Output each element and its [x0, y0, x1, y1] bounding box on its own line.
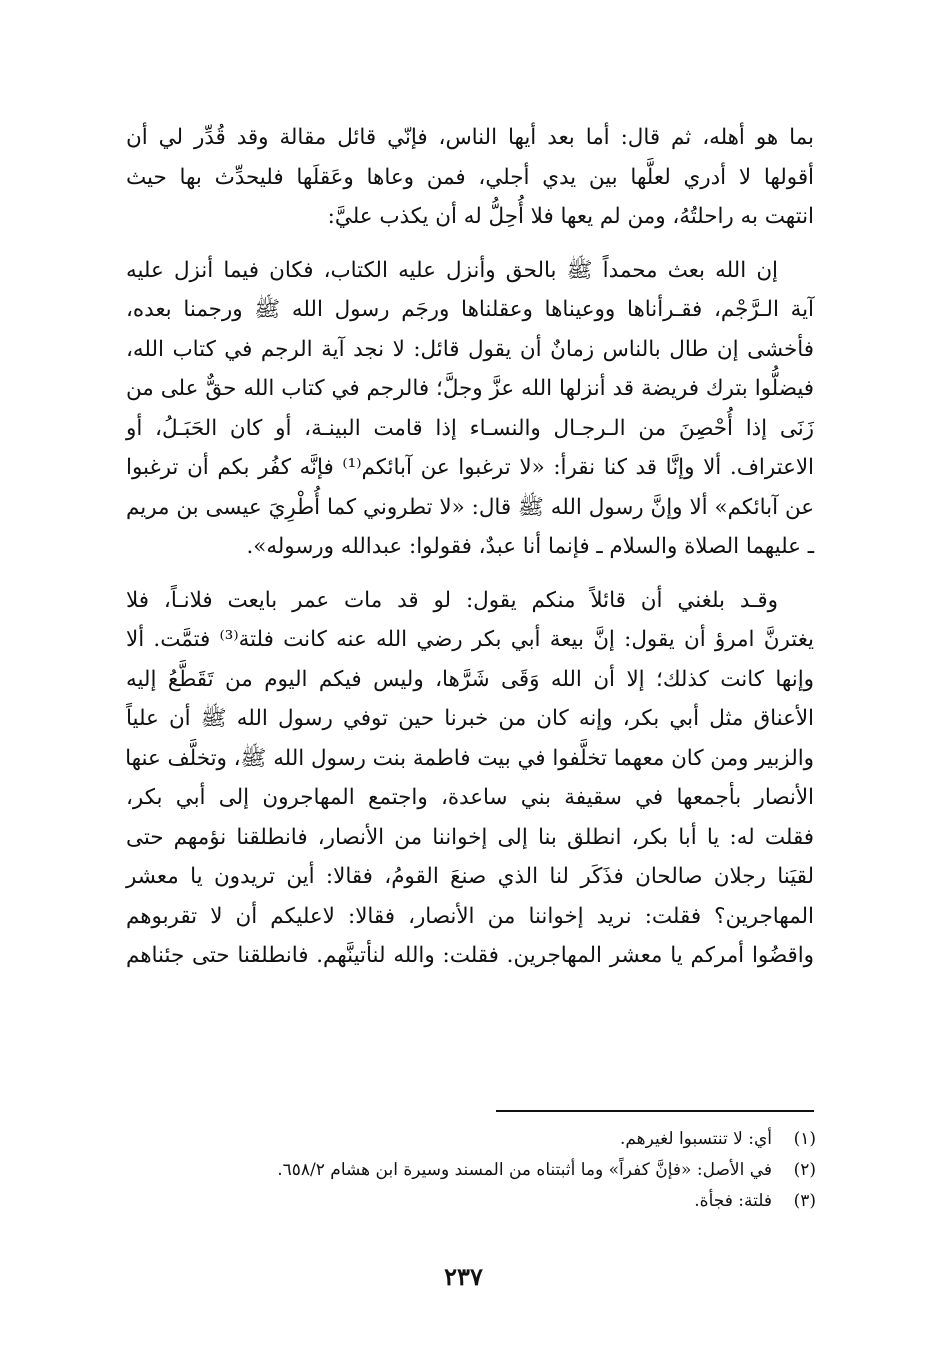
text-line: ـ عليهما الصلاة والسلام ـ فإنما أنا عبدٌ، فقولوا: عبدالله ورسوله». [246, 534, 814, 559]
text-line: إن الله بعث محمداً ﷺ بالحق وأنزل عليه الكتاب، فكان فيما أنزل عليه [126, 257, 778, 283]
footnote-separator [496, 1110, 814, 1112]
text-line: فأخشى إن طال بالناس زمانٌ أن يقول قائل: لا نجد آية الرجم في كتاب الله، [126, 336, 814, 362]
text-line: آية الـرَّجْم، فقـرأناها ووعيناها وعقلناها ورجَم رسول الله ﷺ ورجمنا بعده، [126, 297, 814, 322]
text-line: أقولها لا أدري لعلَّها بين يدي أجلي، فمن وعاها وعَقلَها فليحدِّث بها حيث [126, 164, 814, 190]
text-line: يغترنَّ امرؤ أن يقول: إنَّ بيعة أبي بكر رضي الله عنه كانت فلتة⁽³⁾ فتمَّت. ألا [126, 627, 814, 652]
text-line: وإنها كانت كذلك؛ إلا أن الله وَقَى شَرَّها، وليس فيكم اليوم من تَقَطَّعُ إليه [126, 666, 814, 692]
footnote-text: أي: لا تنتسبوا لغيرهم. [619, 1129, 772, 1149]
text-line: المهاجرين؟ فقلت: نريد إخواننا من الأنصار، فقالا: لاعليكم أن لا تقربوهم [126, 903, 814, 929]
text-line: زَنَى إذا أُحْصِنَ من الـرجـال والنسـاء إذا قامت البينـة، أو كان الحَبَـلُ، أو [126, 415, 814, 441]
footnote-number: (١) [793, 1129, 816, 1149]
paragraph-3 [126, 581, 814, 976]
footnote-item [126, 1155, 816, 1186]
text-line: والزبير ومن كان معهما تخلَّفوا في بيت فاطمة بنت رسول الله ﷺ، وتخلَّف عنها [125, 745, 814, 771]
footnote-number: (٢) [793, 1160, 816, 1180]
text-line: الأعناق مثل أبي بكر، وإنه كان من خبرنا حين توفي رسول الله ﷺ أن علياً [126, 706, 814, 731]
page-number: ٢٣٧ [444, 1262, 483, 1291]
text-line: الأنصار بأجمعها في سقيفة بني ساعدة، واجتمع المهاجرون إلى أبي بكر، [126, 785, 814, 810]
text-line: انتهت به راحلتُهُ، ومن لم يعها فلا أُحِلُّ له أن يكذب عليَّ: [327, 204, 814, 229]
paragraph-2 [126, 251, 814, 567]
text-line: فقلت له: يا أبا بكر، انطلق بنا إلى إخواننا من الأنصار، فانطلقنا نؤمهم حتى [126, 824, 814, 850]
text-line: لقيَنا رجلان صالحان فذَكَر لنا الذي صنعَ القومُ، فقالا: أين تريدون يا معشر [126, 864, 814, 889]
paragraph-1 [126, 118, 814, 237]
text-line: فيضلُّوا بترك فريضة قد أنزلها الله عزَّ وجلَّ؛ فالرجم في كتاب الله حقٌّ على من [126, 376, 814, 401]
footnote-text: فلتة: فجأة. [694, 1191, 772, 1211]
main-text [126, 118, 814, 990]
footnote-item [126, 1124, 816, 1155]
footnote-item [126, 1186, 816, 1217]
text-line: عن آبائكم» ألا وإنَّ رسول الله ﷺ قال: «لا تطروني كما أُطْرِيَ عيسى بن مريم [126, 494, 814, 520]
footnote-number: (٣) [793, 1191, 816, 1211]
footnotes [126, 1124, 816, 1217]
text-line: واقضُوا أمركم يا معشر المهاجرين. فقلت: والله لنأتينَّهم. فانطلقنا حتى جئناهم [126, 943, 814, 968]
text-line: الاعتراف. ألا وإنَّا قد كنا نقرأ: «لا ترغبوا عن آبائكم⁽¹⁾ فإنَّه كفُر بكم أن ترغبوا [126, 455, 814, 480]
text-line: وقـد بلغني أن قائلاً منكم يقول: لو قد مات عمر بايعت فلانـاً، فلا [126, 587, 778, 613]
text-line: بما هو أهله، ثم قال: أما بعد أيها الناس، فإنّي قائل مقالة وقد قُدِّر لي أن [126, 125, 814, 150]
footnote-text: في الأصل: «فإنَّ كفراً» وما أثبتناه من المسند وسيرة ابن هشام ٦٥٨/٢. [277, 1160, 772, 1180]
